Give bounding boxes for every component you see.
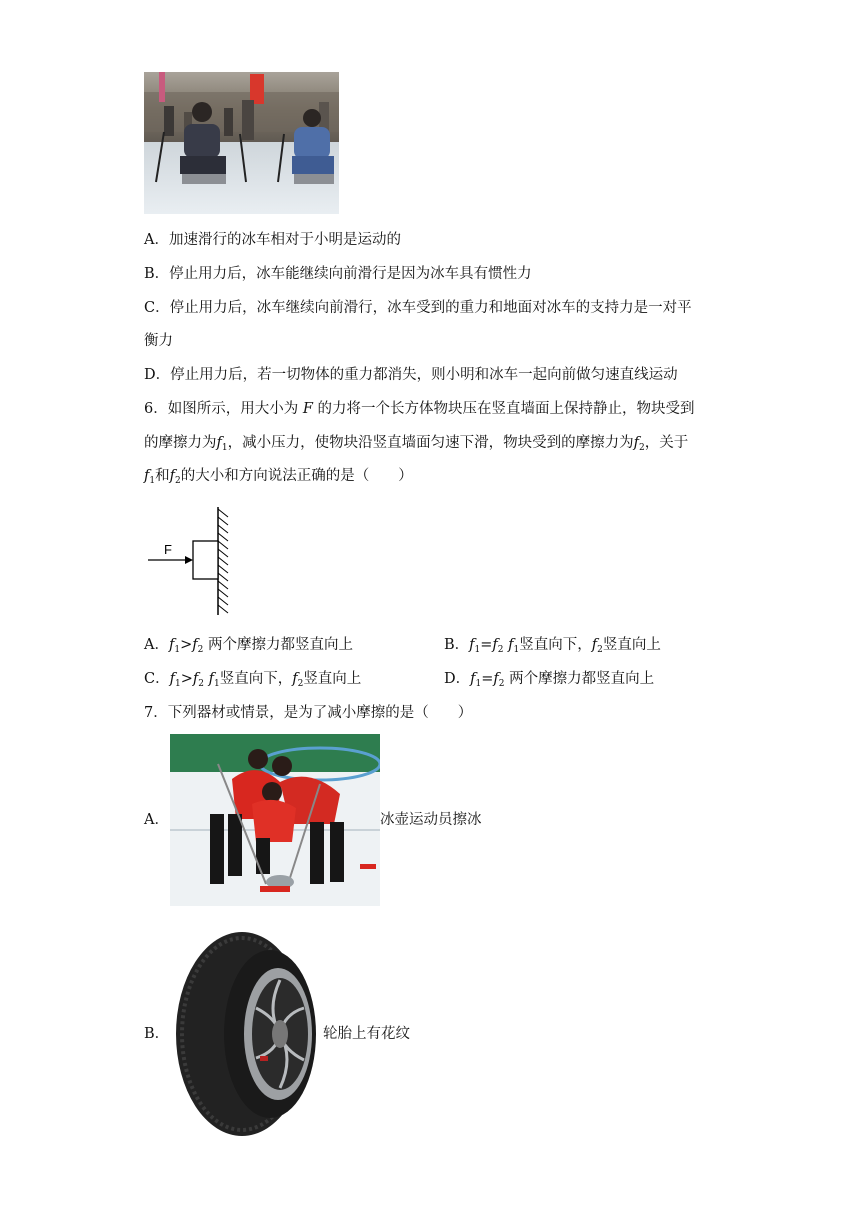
tire-photo bbox=[170, 928, 322, 1140]
q6-stem-line1: 6．如图所示，用大小为 F 的力将一个长方体物块压在竖直墙面上保持静止，物块受到 bbox=[144, 401, 695, 417]
curling-photo bbox=[170, 734, 380, 906]
q7-option-a-letter: A． bbox=[144, 812, 169, 828]
q7-option-a-caption: 冰壶运动员擦冰 bbox=[380, 812, 482, 828]
q5-option-a: A．加速滑行的冰车相对于小明是运动的 bbox=[144, 232, 401, 248]
ice-sled-photo bbox=[144, 72, 339, 214]
q6-stem-line2: 的摩擦力为$f_1$，减小压力，使物块沿竖直墙面匀速下滑，物块受到的摩擦力为$f_2$，关于 bbox=[144, 435, 689, 453]
q7-option-b-caption: 轮胎上有花纹 bbox=[323, 1026, 410, 1042]
q6-stem-line3: $f_1$和$f_2$的大小和方向说法正确的是（ ） bbox=[144, 468, 413, 486]
q7-option-b-letter: B． bbox=[144, 1026, 170, 1042]
q5-option-c: C．停止用力后，冰车继续向前滑行，冰车受到的重力和地面对冰车的支持力是一对平 bbox=[144, 300, 692, 316]
q5-option-b: B．停止用力后，冰车能继续向前滑行是因为冰车具有惯性力 bbox=[144, 266, 532, 282]
q6-option-c: C．$f_1>f_2$ $f_1$竖直向下，$f_2$竖直向上 bbox=[144, 671, 362, 689]
q5-option-d: D．停止用力后，若一切物体的重力都消失，则小明和冰车一起向前做匀速直线运动 bbox=[144, 367, 678, 383]
q6-option-d: D．$f_1=f_2$ 两个摩擦力都竖直向上 bbox=[444, 671, 655, 689]
force-label: F bbox=[164, 542, 172, 557]
force-wall-diagram bbox=[144, 505, 244, 617]
q5-option-c-continued: 衡力 bbox=[144, 333, 173, 349]
q6-option-a: A．$f_1>f_2$ 两个摩擦力都竖直向上 bbox=[144, 637, 353, 655]
q7-stem: 7．下列器材或情景，是为了减小摩擦的是（ ） bbox=[144, 705, 473, 721]
q6-option-b: B．$f_1=f_2$ $f_1$竖直向下，$f_2$竖直向上 bbox=[444, 637, 661, 655]
